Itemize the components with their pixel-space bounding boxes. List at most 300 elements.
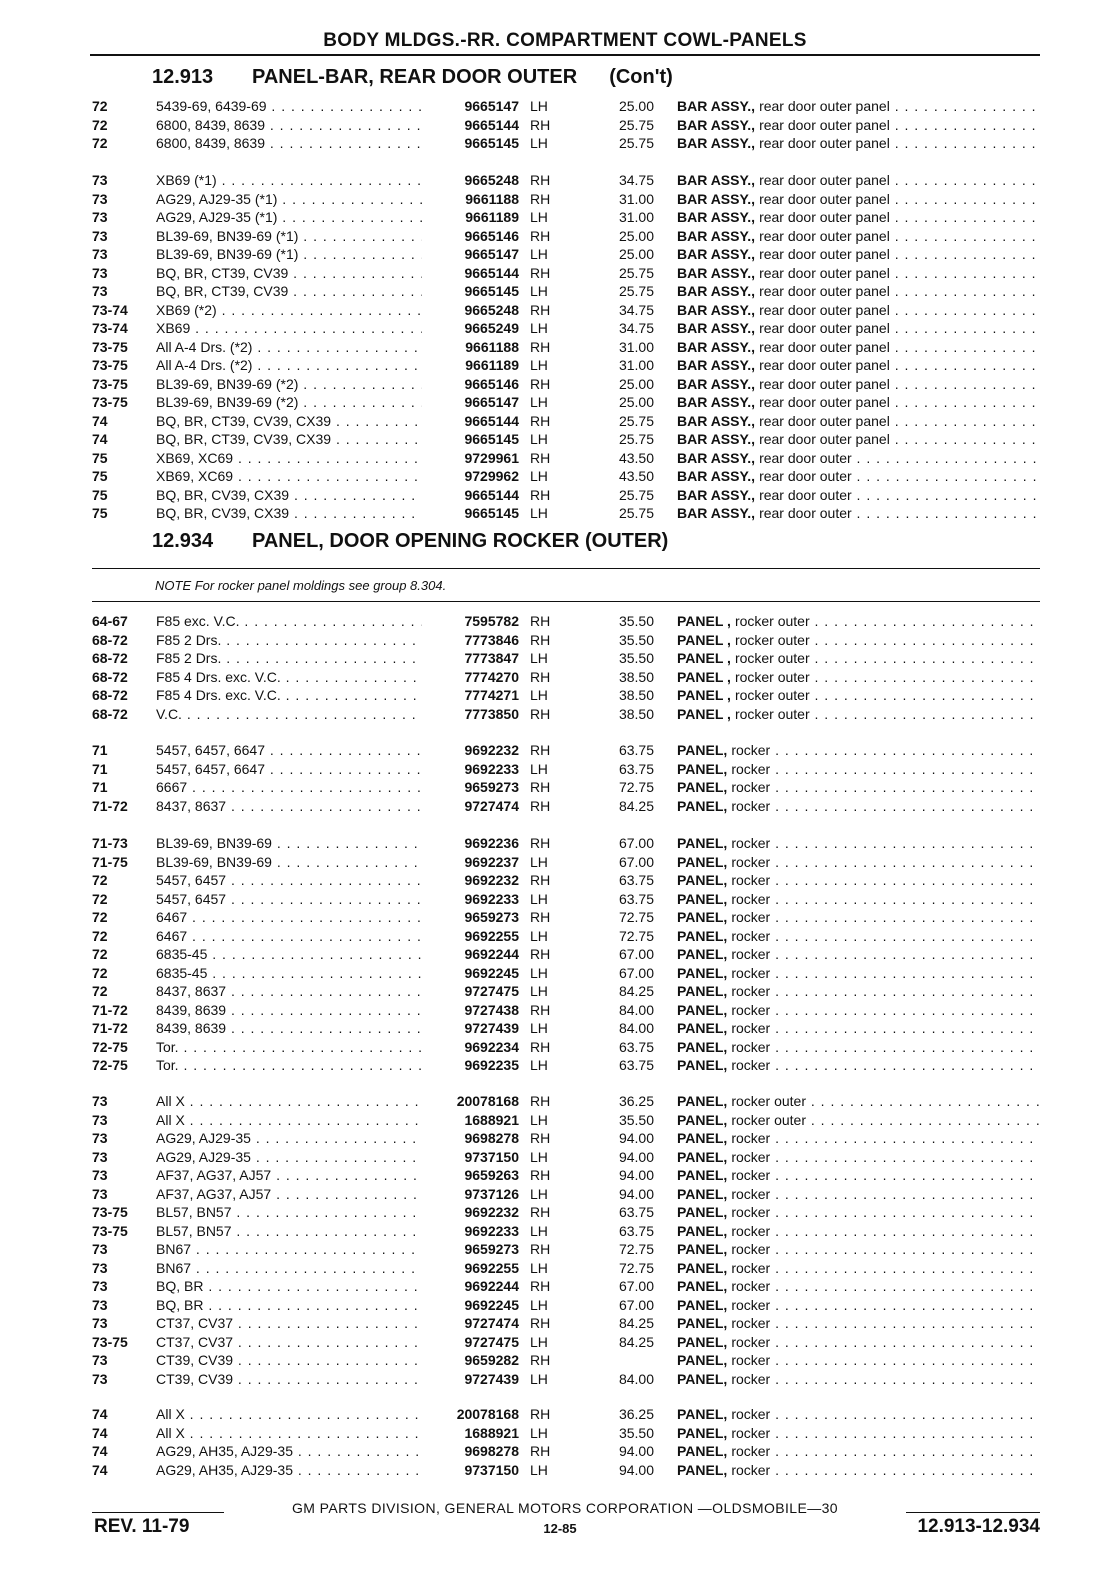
side-cell: LH xyxy=(530,431,548,447)
part-number-cell: 9692232 xyxy=(464,872,519,888)
description-name: BAR ASSY., xyxy=(677,209,756,225)
table-row xyxy=(92,1370,1040,1389)
side-cell: RH xyxy=(530,486,551,503)
part-number-cell: 9727474 xyxy=(464,797,519,814)
side-cell: RH xyxy=(530,1093,551,1109)
description-cell xyxy=(677,1351,1040,1370)
table-row xyxy=(92,1092,1040,1111)
year-cell: 73 xyxy=(92,283,108,299)
description-detail: rocker xyxy=(731,890,771,907)
model-cell: 8439, 8639 . . . xyxy=(156,1019,422,1038)
description-name: BAR ASSY., xyxy=(677,486,756,503)
year-cell: 68-72 xyxy=(92,687,128,703)
description-cell xyxy=(677,927,1040,946)
year-cell: 73 xyxy=(92,1296,108,1313)
description-detail: rear door outer panel xyxy=(759,283,890,299)
year-cell: 73 xyxy=(92,190,108,207)
year-cell: 72 xyxy=(92,116,108,133)
description-name: PANEL, xyxy=(677,1001,728,1018)
description-cell xyxy=(677,227,1040,246)
side-cell: RH xyxy=(530,375,551,392)
description-name: PANEL, xyxy=(677,890,728,907)
table-row xyxy=(92,134,1040,153)
model-cell: BQ, BR, CV39, CX39 . . . xyxy=(156,504,422,523)
description-detail: rear door outer panel xyxy=(759,135,890,151)
description-name: BAR ASSY., xyxy=(677,301,756,318)
model-cell: BL57, BN57 . . . xyxy=(156,1222,422,1241)
model-cell: 6800, 8439, 8639 . . . xyxy=(156,116,422,135)
description-cell xyxy=(677,890,1040,909)
table-row xyxy=(92,1056,1040,1075)
description-name: BAR ASSY., xyxy=(677,246,756,262)
price-cell: 84.00 xyxy=(618,1370,654,1387)
part-number-cell: 9692233 xyxy=(464,1222,519,1239)
model-cell: BL39-69, BN39-69 (*1) . . . xyxy=(156,245,422,264)
model-cell: All X . . . xyxy=(156,1092,422,1111)
year-cell: 71-75 xyxy=(92,853,128,870)
price-cell: 25.75 xyxy=(618,505,654,521)
description-detail: rear door outer panel xyxy=(759,246,890,262)
price-cell: 34.75 xyxy=(618,320,654,336)
description-cell xyxy=(677,1092,1040,1111)
description-detail: rear door outer panel xyxy=(759,98,890,114)
table-row xyxy=(92,1129,1040,1148)
part-number-cell: 9665248 xyxy=(464,301,519,318)
side-cell: RH xyxy=(530,1352,551,1368)
price-cell: 84.25 xyxy=(618,983,654,999)
table-row xyxy=(92,301,1040,320)
model-cell: XB69 (*2) . . . xyxy=(156,301,422,320)
description-name: BAR ASSY., xyxy=(677,264,756,281)
year-cell: 73-74 xyxy=(92,301,128,318)
price-cell: 67.00 xyxy=(618,1296,654,1313)
part-number-cell: 9665146 xyxy=(464,227,519,244)
side-cell: LH xyxy=(530,650,548,666)
table-row xyxy=(92,1148,1040,1167)
price-cell: 38.50 xyxy=(618,668,654,685)
description-detail: rocker xyxy=(731,872,771,888)
part-number-cell: 7773847 xyxy=(464,650,519,666)
footer-division: GM PARTS DIVISION, GENERAL MOTORS CORPORATION —OLDSMOBILE—30 xyxy=(292,1500,838,1516)
side-cell: RH xyxy=(530,172,551,188)
side-cell: LH xyxy=(530,890,548,907)
part-number-cell: 9727438 xyxy=(464,1001,519,1018)
side-cell: LH xyxy=(530,927,548,944)
model-cell: CT37, CV37 . . . xyxy=(156,1314,422,1333)
price-cell: 72.75 xyxy=(618,1241,654,1257)
year-cell: 73-74 xyxy=(92,320,128,336)
year-cell: 68-72 xyxy=(92,705,128,722)
table-row xyxy=(92,412,1040,431)
part-number-cell: 9665144 xyxy=(464,486,519,503)
description-cell xyxy=(677,1333,1040,1352)
year-cell: 73 xyxy=(92,246,108,262)
price-cell: 43.50 xyxy=(618,468,654,484)
year-cell: 72 xyxy=(92,890,108,907)
side-cell: LH xyxy=(530,1461,548,1478)
description-detail: rear door outer panel xyxy=(759,172,890,188)
description-name: PANEL, xyxy=(677,1093,728,1109)
model-cell: F85 4 Drs. exc. V.C. . . . xyxy=(156,686,422,705)
description-name: BAR ASSY., xyxy=(677,375,756,392)
description-detail: rear door outer panel xyxy=(759,227,890,244)
side-cell: LH xyxy=(530,209,548,225)
table-row xyxy=(92,393,1040,412)
model-cell: 5457, 6457 . . . xyxy=(156,890,422,909)
model-cell: CT39, CV39 . . . xyxy=(156,1351,422,1370)
description-cell xyxy=(677,1166,1040,1185)
description-detail: rear door outer panel xyxy=(759,190,890,207)
section-rule xyxy=(92,601,1040,602)
side-cell: LH xyxy=(530,964,548,981)
year-cell: 73-75 xyxy=(92,357,128,373)
description-detail: rear door outer panel xyxy=(759,338,890,355)
section-rule xyxy=(92,568,1040,569)
description-name: BAR ASSY., xyxy=(677,135,756,151)
model-cell: 6835-45 . . . xyxy=(156,964,422,983)
price-cell: 63.75 xyxy=(618,1038,654,1055)
description-cell xyxy=(677,1424,1040,1443)
model-cell: XB69 . . . xyxy=(156,319,422,338)
year-cell: 71-72 xyxy=(92,1001,128,1018)
price-cell: 35.50 xyxy=(618,613,654,629)
price-cell: 67.00 xyxy=(618,1278,654,1294)
table-row xyxy=(92,741,1040,760)
part-number-cell: 9727439 xyxy=(464,1370,519,1387)
table-row xyxy=(92,1001,1040,1020)
model-cell: All A-4 Drs. (*2) . . . xyxy=(156,356,422,375)
side-cell: LH xyxy=(530,1259,548,1276)
description-detail: rocker xyxy=(731,1185,771,1202)
price-cell: 67.00 xyxy=(618,835,654,851)
model-cell: 8437, 8637 . . . xyxy=(156,797,422,816)
table-row xyxy=(92,945,1040,964)
part-number-cell: 7773846 xyxy=(464,631,519,648)
side-cell: LH xyxy=(530,760,548,777)
year-cell: 72 xyxy=(92,946,108,962)
description-name: PANEL, xyxy=(677,779,728,795)
description-cell xyxy=(677,834,1040,853)
year-cell: 74 xyxy=(92,431,108,447)
year-cell: 71 xyxy=(92,779,108,795)
price-cell: 35.50 xyxy=(618,631,654,648)
side-cell: RH xyxy=(530,668,551,685)
description-cell xyxy=(677,171,1040,190)
description-detail: rocker xyxy=(731,1241,771,1257)
side-cell: LH xyxy=(530,1185,548,1202)
description-name: BAR ASSY., xyxy=(677,116,756,133)
description-cell xyxy=(677,1314,1040,1333)
model-cell: CT39, CV39 . . . xyxy=(156,1370,422,1389)
table-row xyxy=(92,668,1040,687)
description-cell xyxy=(677,982,1040,1001)
description-cell xyxy=(677,853,1040,872)
description-name: PANEL, xyxy=(677,1130,728,1146)
description-name: PANEL, xyxy=(677,1204,728,1220)
note-text: NOTE For rocker panel moldings see group 8.304. xyxy=(155,578,447,593)
description-name: PANEL, xyxy=(677,1315,728,1331)
description-cell xyxy=(677,778,1040,797)
model-cell: V.C. . . . xyxy=(156,705,422,724)
year-cell: 73 xyxy=(92,1370,108,1387)
side-cell: LH xyxy=(530,135,548,151)
description-name: PANEL, xyxy=(677,760,728,777)
table-row xyxy=(92,982,1040,1001)
year-cell: 73 xyxy=(92,1278,108,1294)
description-detail: rocker xyxy=(731,1148,771,1165)
part-number-cell: 9727474 xyxy=(464,1315,519,1331)
model-cell: BN67 . . . xyxy=(156,1240,422,1259)
part-number-cell: 7773850 xyxy=(464,705,519,722)
part-number-cell: 9659282 xyxy=(464,1352,519,1368)
description-cell xyxy=(677,1370,1040,1389)
price-cell: 31.00 xyxy=(618,209,654,225)
section-number: 12.934 xyxy=(152,530,214,552)
model-cell: XB69, XC69 . . . xyxy=(156,467,422,486)
description-detail: rocker xyxy=(731,1461,771,1478)
description-detail: rear door outer panel xyxy=(759,320,890,336)
model-cell: AG29, AJ29-35 . . . xyxy=(156,1148,422,1167)
side-cell: RH xyxy=(530,1167,551,1183)
year-cell: 73 xyxy=(92,264,108,281)
price-cell: 63.75 xyxy=(618,872,654,888)
side-cell: LH xyxy=(530,1111,548,1128)
description-name: BAR ASSY., xyxy=(677,98,756,114)
part-number-cell: 7774271 xyxy=(464,687,519,703)
year-cell: 73 xyxy=(92,1093,108,1109)
table-row xyxy=(92,1461,1040,1480)
description-cell xyxy=(677,631,1040,650)
model-cell: 6467 . . . xyxy=(156,908,422,927)
description-name: PANEL, xyxy=(677,946,728,962)
description-detail: rocker xyxy=(731,835,771,851)
price-cell: 84.25 xyxy=(618,1333,654,1350)
price-cell: 72.75 xyxy=(618,909,654,925)
side-cell: RH xyxy=(530,779,551,795)
description-cell xyxy=(677,649,1040,668)
description-cell xyxy=(677,1056,1040,1075)
description-detail: rocker outer xyxy=(734,631,810,648)
description-name: PANEL, xyxy=(677,1424,728,1441)
side-cell: RH xyxy=(530,797,551,814)
description-detail: rocker xyxy=(731,1038,771,1055)
description-name: PANEL, xyxy=(677,1057,728,1073)
year-cell: 71-72 xyxy=(92,1020,128,1036)
description-cell xyxy=(677,97,1040,116)
price-cell: 36.25 xyxy=(618,1406,654,1422)
side-cell: LH xyxy=(530,505,548,521)
side-cell: LH xyxy=(530,468,548,484)
description-cell xyxy=(677,1461,1040,1480)
side-cell: RH xyxy=(530,1204,551,1220)
description-detail: rocker xyxy=(731,1333,771,1350)
model-cell: 6835-45 . . . xyxy=(156,945,422,964)
table-row xyxy=(92,375,1040,394)
description-cell xyxy=(677,1038,1040,1057)
part-number-cell: 9692233 xyxy=(464,760,519,777)
description-name: PANEL, xyxy=(677,1352,728,1368)
description-cell xyxy=(677,134,1040,153)
description-cell xyxy=(677,338,1040,357)
side-cell: LH xyxy=(530,98,548,114)
page-number: 12-85 xyxy=(543,1521,577,1536)
description-detail: rocker xyxy=(731,1278,771,1294)
year-cell: 73 xyxy=(92,1167,108,1183)
table-row xyxy=(92,612,1040,631)
side-cell: LH xyxy=(530,394,548,410)
price-cell: 25.75 xyxy=(618,116,654,133)
table-row xyxy=(92,1111,1040,1130)
description-name: BAR ASSY., xyxy=(677,505,756,521)
section-title: PANEL-BAR, REAR DOOR OUTER xyxy=(252,66,578,88)
description-cell xyxy=(677,945,1040,964)
side-cell: RH xyxy=(530,1001,551,1018)
description-cell xyxy=(677,412,1040,431)
price-cell: 94.00 xyxy=(618,1167,654,1183)
year-cell: 73 xyxy=(92,172,108,188)
part-number-cell: 9659273 xyxy=(464,1241,519,1257)
description-cell xyxy=(677,1148,1040,1167)
year-cell: 75 xyxy=(92,486,108,503)
price-cell: 94.00 xyxy=(618,1185,654,1202)
table-row xyxy=(92,97,1040,116)
part-number-cell: 9727475 xyxy=(464,1333,519,1350)
price-cell: 63.75 xyxy=(618,1057,654,1073)
part-number-cell: 9661188 xyxy=(465,338,519,355)
description-cell xyxy=(677,760,1040,779)
part-number-cell: 9737150 xyxy=(464,1148,519,1165)
model-cell: BQ, BR . . . xyxy=(156,1296,422,1315)
side-cell: LH xyxy=(530,1370,548,1387)
year-cell: 74 xyxy=(92,1406,108,1422)
part-number-cell: 9665144 xyxy=(464,116,519,133)
side-cell: RH xyxy=(530,264,551,281)
model-cell: 8437, 8637 . . . xyxy=(156,982,422,1001)
table-row xyxy=(92,171,1040,190)
price-cell: 31.00 xyxy=(618,190,654,207)
year-cell: 71 xyxy=(92,760,108,777)
price-cell: 25.75 xyxy=(618,412,654,429)
table-row xyxy=(92,927,1040,946)
description-name: BAR ASSY., xyxy=(677,190,756,207)
table-row xyxy=(92,282,1040,301)
model-cell: BL57, BN57 . . . xyxy=(156,1203,422,1222)
year-cell: 74 xyxy=(92,1443,108,1459)
part-number-cell: 9665145 xyxy=(464,431,519,447)
part-number-cell: 9665147 xyxy=(464,394,519,410)
group-range: 12.913-12.934 xyxy=(917,1516,1040,1537)
table-row xyxy=(92,264,1040,283)
model-cell: AG29, AJ29-35 (*1) . . . xyxy=(156,190,422,209)
price-cell: 63.75 xyxy=(618,742,654,758)
table-row xyxy=(92,1314,1040,1333)
year-cell: 74 xyxy=(92,1461,108,1478)
part-number-cell: 9737126 xyxy=(464,1185,519,1202)
description-name: PANEL, xyxy=(677,1185,728,1202)
description-cell xyxy=(677,1203,1040,1222)
model-cell: 6467 . . . xyxy=(156,927,422,946)
description-detail: rocker xyxy=(731,1001,771,1018)
part-number-cell: 9665146 xyxy=(464,375,519,392)
year-cell: 73 xyxy=(92,209,108,225)
price-cell: 72.75 xyxy=(618,779,654,795)
year-cell: 73 xyxy=(92,1315,108,1331)
description-detail: rear door outer panel xyxy=(759,375,890,392)
parts-block xyxy=(92,612,1040,723)
price-cell: 94.00 xyxy=(618,1461,654,1478)
model-cell: F85 2 Drs. . . . xyxy=(156,631,422,650)
model-cell: 5439-69, 6439-69 . . . xyxy=(156,97,422,116)
table-row xyxy=(92,890,1040,909)
part-number-cell: 9665145 xyxy=(464,135,519,151)
table-row xyxy=(92,1185,1040,1204)
description-cell xyxy=(677,1001,1040,1020)
description-name: PANEL, xyxy=(677,1038,728,1055)
table-row xyxy=(92,1019,1040,1038)
side-cell: RH xyxy=(530,946,551,962)
part-number-cell: 9692233 xyxy=(464,890,519,907)
part-number-cell: 9698278 xyxy=(464,1443,519,1459)
year-cell: 72 xyxy=(92,98,108,114)
description-detail: rocker xyxy=(731,742,771,758)
part-number-cell: 9659273 xyxy=(464,779,519,795)
table-row xyxy=(92,208,1040,227)
description-detail: rocker xyxy=(731,1352,771,1368)
side-cell: RH xyxy=(530,1406,551,1422)
year-cell: 68-72 xyxy=(92,668,128,685)
side-cell: RH xyxy=(530,872,551,888)
price-cell: 72.75 xyxy=(618,1259,654,1276)
part-number-cell: 9727475 xyxy=(464,983,519,999)
part-number-cell: 9661189 xyxy=(465,209,519,225)
side-cell: LH xyxy=(530,1296,548,1313)
description-cell xyxy=(677,1296,1040,1315)
model-cell: AF37, AG37, AJ57 . . . xyxy=(156,1166,422,1185)
side-cell: RH xyxy=(530,227,551,244)
model-cell: CT37, CV37 . . . xyxy=(156,1333,422,1352)
description-name: PANEL, xyxy=(677,1148,728,1165)
description-cell xyxy=(677,486,1040,505)
model-cell: All X . . . xyxy=(156,1424,422,1443)
description-detail: rocker xyxy=(731,1222,771,1239)
description-detail: rocker xyxy=(731,1130,771,1146)
part-number-cell: 9692255 xyxy=(464,1259,519,1276)
year-cell: 75 xyxy=(92,468,108,484)
description-detail: rocker outer xyxy=(734,613,810,629)
description-detail: rocker xyxy=(731,1167,771,1183)
description-detail: rocker outer xyxy=(734,705,810,722)
description-detail: rocker xyxy=(731,779,771,795)
description-name: PANEL, xyxy=(677,964,728,981)
description-cell xyxy=(677,1129,1040,1148)
table-row xyxy=(92,1259,1040,1278)
parts-block xyxy=(92,1092,1040,1388)
description-detail: rear door outer xyxy=(759,468,852,484)
description-cell xyxy=(677,504,1040,523)
description-cell xyxy=(677,1222,1040,1241)
description-detail: rocker xyxy=(731,1296,771,1313)
table-row xyxy=(92,430,1040,449)
description-name: BAR ASSY., xyxy=(677,320,756,336)
side-cell: LH xyxy=(530,983,548,999)
part-number-cell: 9665248 xyxy=(464,172,519,188)
description-cell xyxy=(677,116,1040,135)
table-row xyxy=(92,964,1040,983)
price-cell: 67.00 xyxy=(618,946,654,962)
price-cell: 25.00 xyxy=(618,246,654,262)
model-cell: BQ, BR, CV39, CX39 . . . xyxy=(156,486,422,505)
parts-block xyxy=(92,1405,1040,1479)
